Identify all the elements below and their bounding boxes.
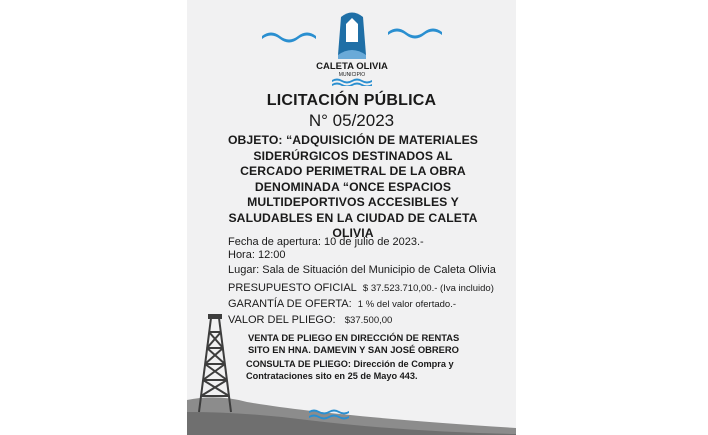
garantia-oferta: GARANTÍA DE OFERTA: 1 % del valor ofertado.- [228, 298, 457, 310]
fecha-apertura: Fecha de apertura: 10 de julio de 2023.- [228, 236, 424, 248]
lugar: Lugar: Sala de Situación del Municipio de Caleta Olivia [228, 264, 496, 276]
consulta-pliego: CONSULTA DE PLIEGO: Dirección de Compra y Contrataciones sito en 25 de Mayo 443. [246, 359, 454, 381]
tender-number: N° 05/2023 [308, 111, 395, 130]
logo-subtitle: MUNICIPIO [338, 72, 366, 78]
caleta-olivia-logo [257, 10, 447, 86]
title: LICITACIÓN PÚBLICA [266, 92, 437, 109]
hora: Hora: 12:00 [228, 249, 286, 261]
valor-pliego: VALOR DEL PLIEGO: $37.500,00 [228, 314, 393, 326]
presupuesto-oficial: PRESUPUESTO OFICIAL $ 37.523.710,00.- (Iva incluido) [228, 282, 494, 294]
poster [187, 0, 516, 435]
venta-pliego: VENTA DE PLIEGO EN DIRECCIÓN DE RENTAS SITO EN HNA. DAMEVIN Y SAN JOSÉ OBRERO [248, 332, 460, 356]
ground-illustration [187, 392, 516, 435]
logo-name: CALETA OLIVIA [316, 61, 388, 72]
waves-icon [309, 407, 351, 423]
objeto-text: OBJETO: “ADQUISICIÓN DE MATERIALES SIDERÚRGICOS DESTINADOS AL CERCADO PERIMETRAL DE LA OBRA DENOMINADA “ONCE ESPACIOS MULTIDEPORTIVOS ACCESIBLES Y SALUDABLES EN LA CIUDAD DE CALETA OLIVIA [227, 133, 479, 240]
oil-derrick-icon [195, 312, 235, 414]
